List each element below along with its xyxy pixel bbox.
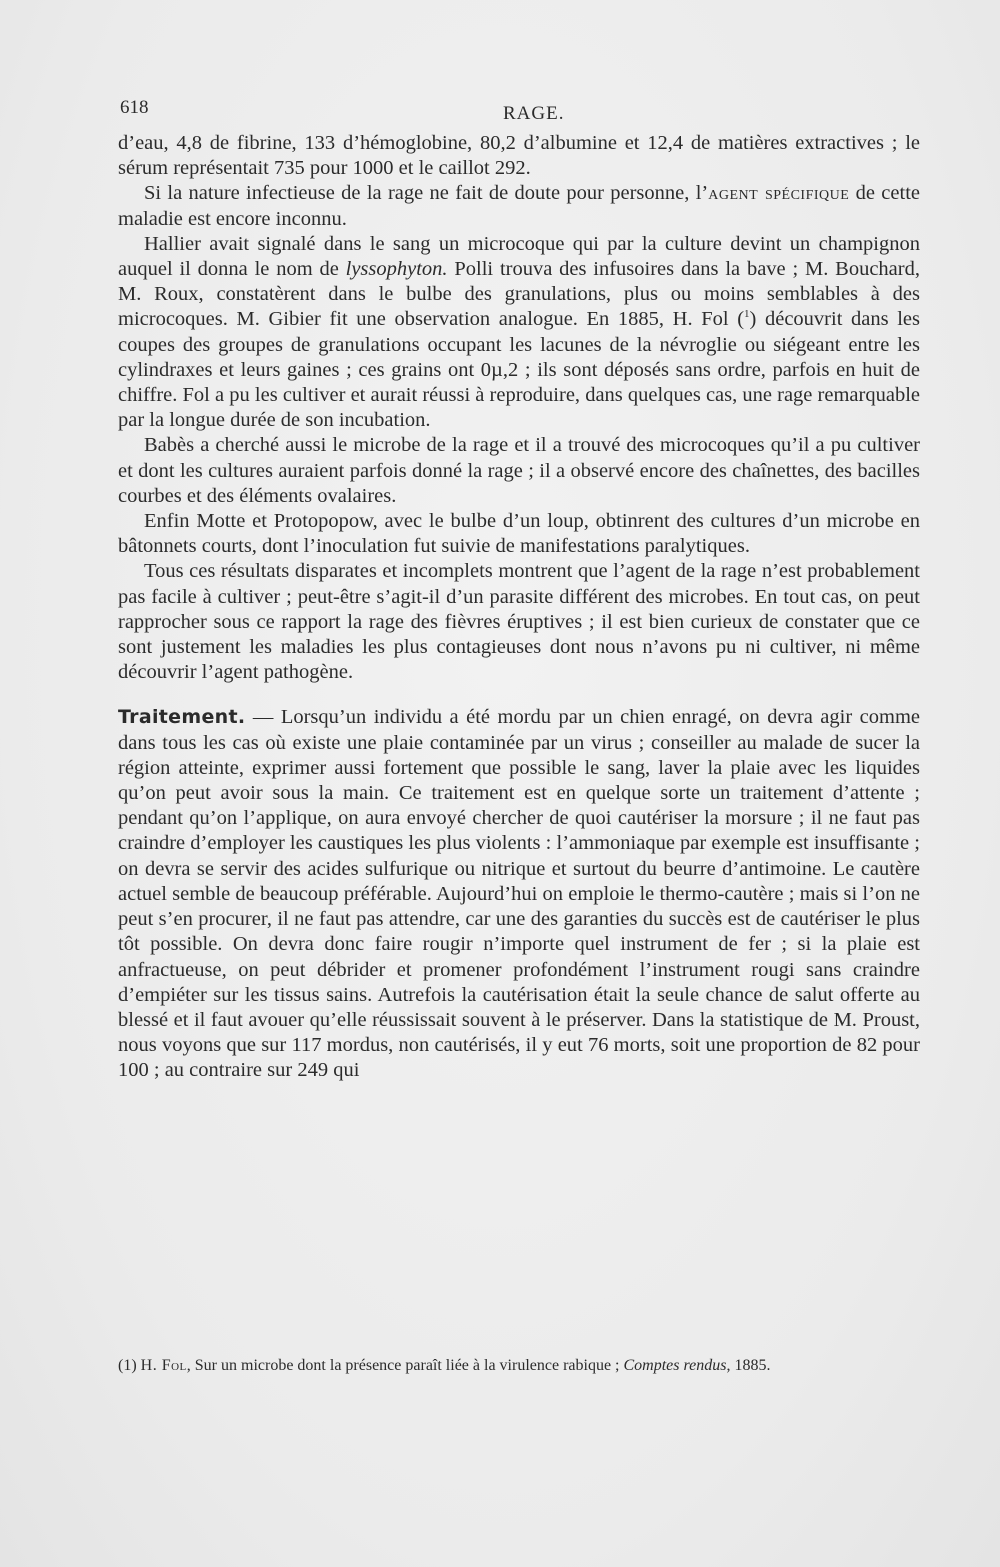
paragraph-treatment <box>118 705 920 1083</box>
footnote <box>118 1357 918 1375</box>
paragraph-babes: Babès a cherché aussi le microbe de la rage et il a trouvé des microcoques qu’il a pu cultiver et dont les cultures auraient parfois donné la rage ; il a observé encore des chaînettes, des bacilles courbes et des éléments ovalaires. <box>118 434 920 507</box>
paragraph-results: Tous ces résultats disparates et incomplets montrent que l’agent de la rage n’est probablement pas facile à cultiver ; peut-être s’agit-il d’un parasite différent des microbes. En tout cas, on peut rapprocher sous ce rapport la rage des fièvres éruptives ; il est bien curieux de constater que ce sont justement les maladies les plus contagieuses dont nous n’avons pu ni cultiver, ni même découvrir l’agent pathogène. <box>118 560 920 684</box>
paragraph-text: Si la nature infectieuse de la rage ne fait de doute pour personne, l’ <box>144 182 709 205</box>
page-header <box>120 97 920 127</box>
footnote-journal: Comptes rendus <box>623 1357 727 1374</box>
running-title: RAGE. <box>503 103 565 124</box>
paragraph-blood-composition: d’eau, 4,8 de fibrine, 133 d’hémoglobine, 80,2 d’albumine et 12,4 de matières extractives ; le sérum représentait 735 pour 1000 et le caillot 292. <box>118 132 920 180</box>
paragraph-specific-agent <box>118 181 920 231</box>
paragraph-microbe-research <box>118 232 920 434</box>
footnote-text: , 1885. <box>726 1357 771 1374</box>
footnote-marker: (1) <box>118 1357 137 1374</box>
footnote-author: H. Fol <box>140 1357 187 1374</box>
section-title: Traitement. <box>118 706 246 729</box>
paragraph-text: Polli trouva des infusoires dans la bave ; M. Bouchard, M. Roux, constatèrent dans le bulbe des granulations, plus ou moins semblables à des microcoques. M. Gibier fit une observation analogue. En 1885, H. Fol ( <box>118 258 920 331</box>
page-number: 618 <box>120 97 149 118</box>
paragraph-text: — Lorsqu’un individu a été mordu par un chien enragé, on devra agir comme dans tous les cas où existe une plaie contaminée par un virus ; conseiller au malade de sucer la région atteinte, exprimer aussi fortement que possible le sang, laver la plaie avec les liquides qu’on peut avoir sous la main. Ce traitement est en quelque sorte un traitement d’attente ; pendant qu’on l’applique, on aura envoyé chercher de quoi cautériser la morsure ; il ne faut pas craindre d’employer les caustiques les plus violents : l’ammoniaque par exemple est insuffisante ; on devra se servir des acides sulfurique ou nitrique et surtout du beurre d’antimoine. Le cautère actuel semble de beaucoup préférable. Aujourd’hui on emploie le thermo-cautère ; mais si l’on ne peut s’en procurer, il ne faut pas attendre, car une des garanties du succès est de cautériser le plus tôt possible. On devra donc faire rougir n’importe quel instrument de fer ; si la plaie est anfractueuse, on peut débrider et promener profondément l’instrument rougi sans craindre d’empiéter sur les tissus sains. Autrefois la cautérisation était la seule chance de salut offerte au blessé et il faut avouer qu’elle réussissait souvent à le préserver. Dans la statistique de M. Proust, nous voyons que sur 117 mordus, non cautérisés, il y eut 76 morts, soit une proportion de 82 pour 100 ; au contraire sur 249 qui <box>118 706 920 1082</box>
italic-term: lyssophyton. <box>345 258 448 281</box>
footnote-text: , Sur un microbe dont la présence paraît liée à la virulence rabique ; <box>186 1357 624 1374</box>
paragraph-motte-protopopow: Enfin Motte et Protopopow, avec le bulbe d’un loup, obtinrent des cultures d’un microbe en bâtonnets courts, dont l’inoculation fut suivie de manifestations paralytiques. <box>118 510 920 558</box>
paragraph-text: Hallier avait signalé dans le sang un microcoque qui par la culture devint un champignon auquel il donna le nom de <box>118 232 920 281</box>
body-text <box>118 131 920 1084</box>
paragraph-text: ) découvrit dans les coupes des groupes de granulations occupant les lacunes de la névroglie ou siégeant entre les cylindraxes et leurs gaines ; ces grains ont 0µ,2 ; ils sont déposés sans ordre, parfois en huit de chiffre. Fol a pu les cultiver et aurait réussi à reproduire, dans quelques cas, une rage remarquable par la longue durée de son incubation. <box>118 308 920 432</box>
small-caps-term: agent spécifique <box>708 182 850 205</box>
paragraph-text: de cette maladie est encore inconnu. <box>118 182 920 230</box>
footnote-reference: 1 <box>744 308 750 321</box>
